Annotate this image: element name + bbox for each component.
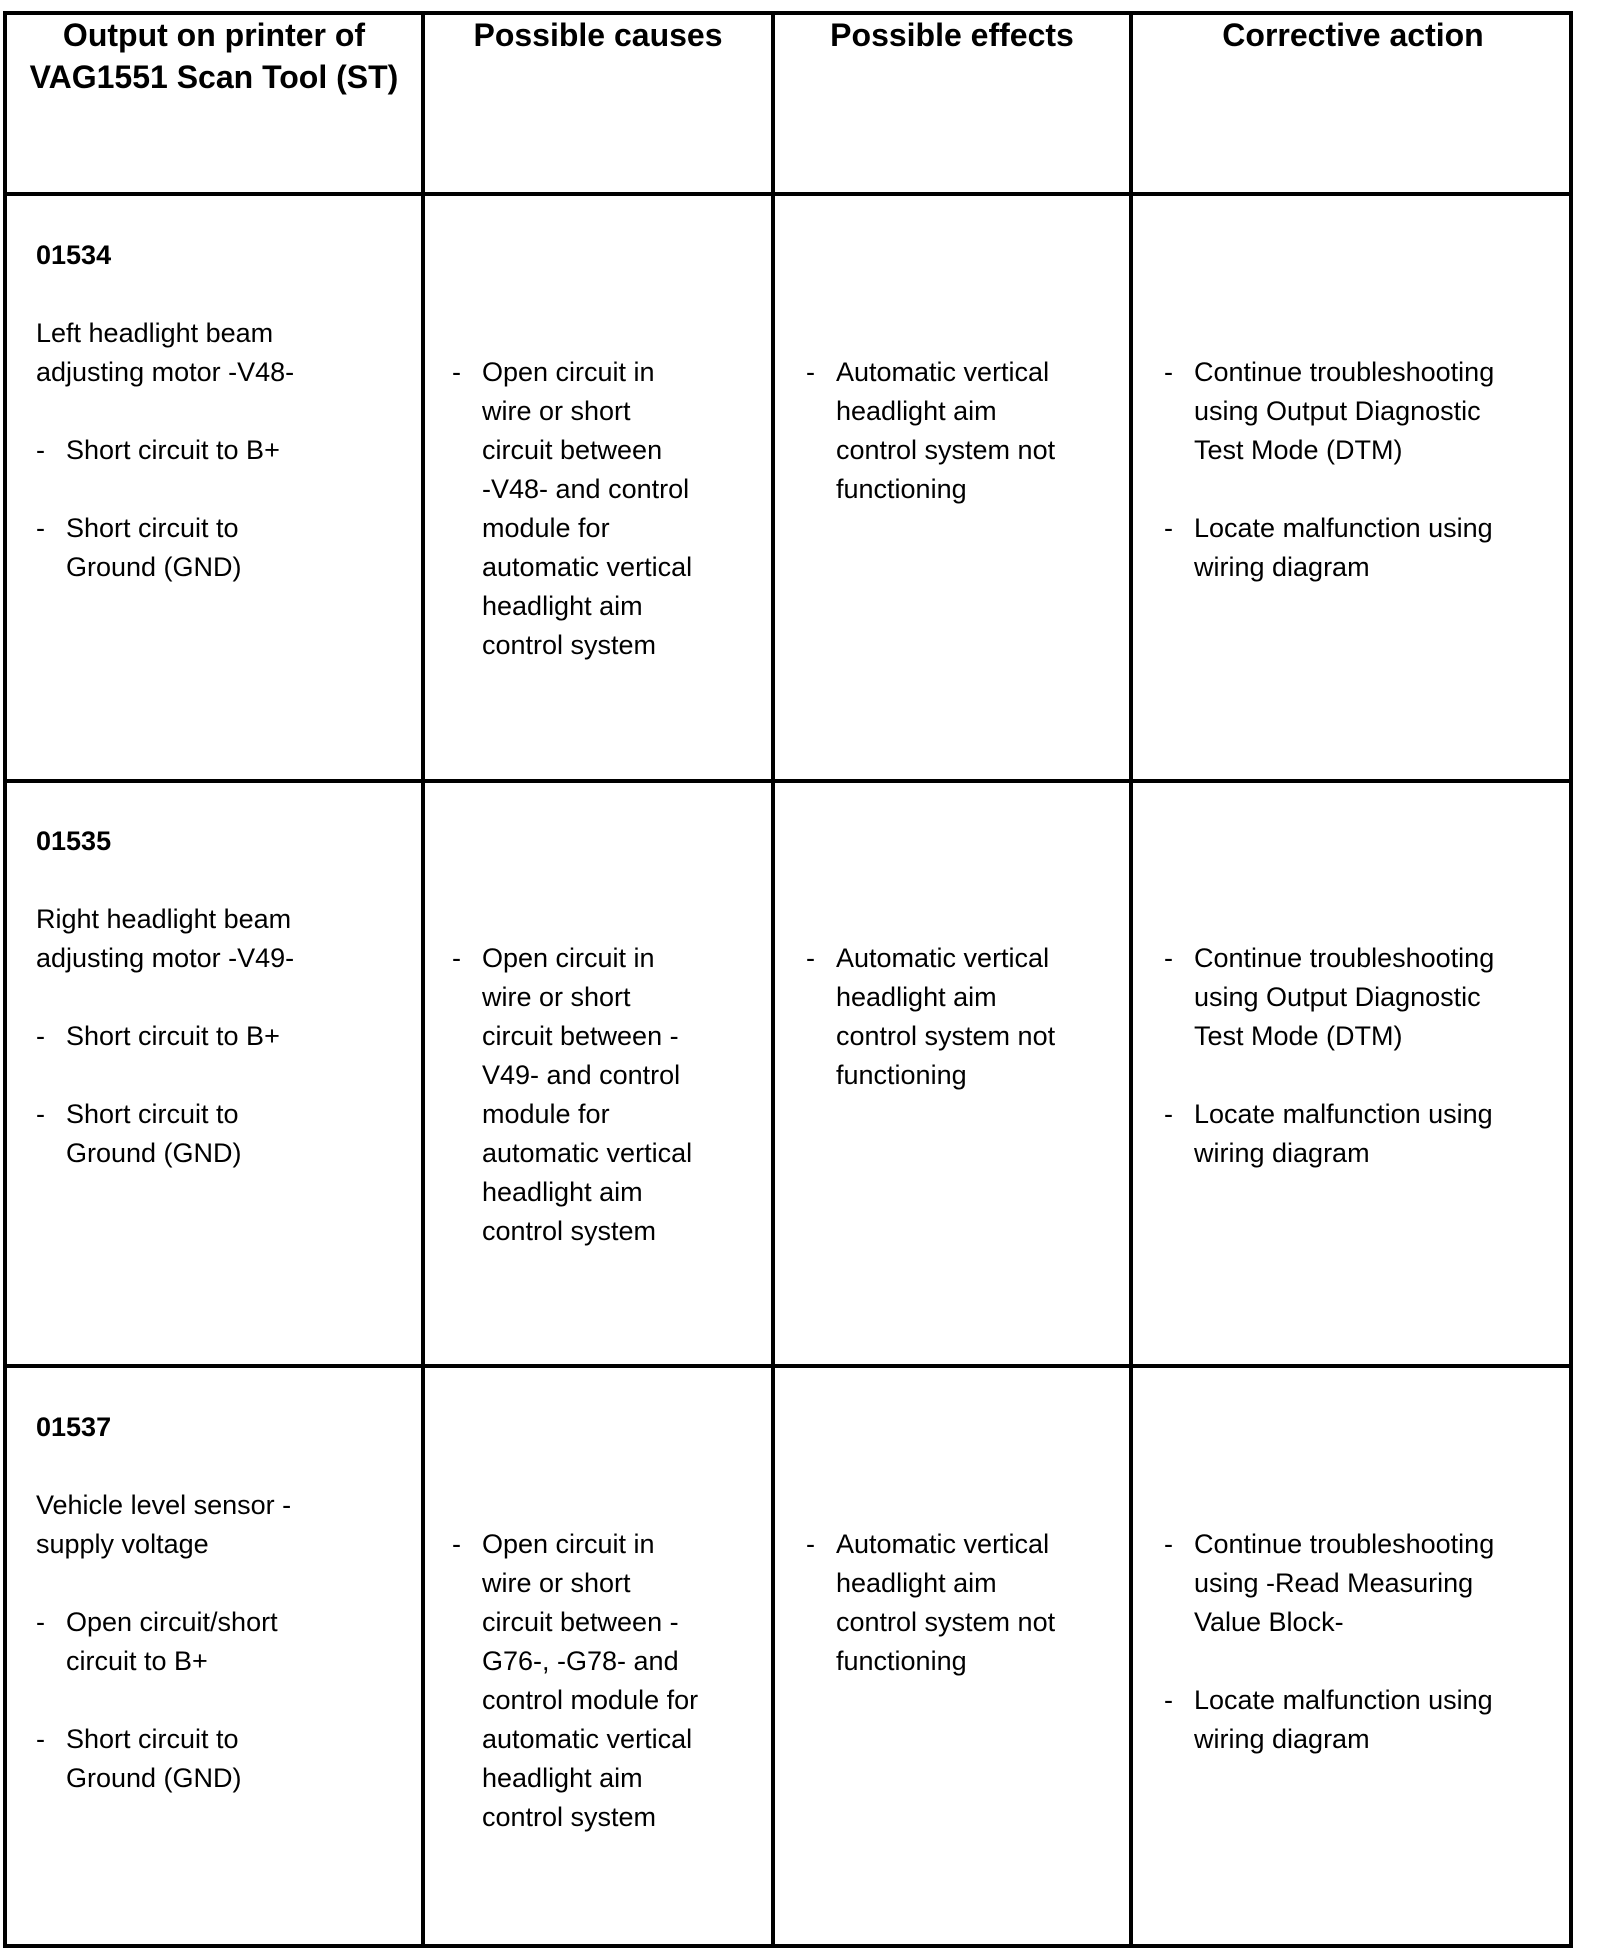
bullet-item <box>452 353 762 665</box>
spacer <box>36 1447 416 1486</box>
header-effects: Possible effects <box>830 17 1074 53</box>
dtc-output-cell <box>36 822 416 1173</box>
spacer <box>36 861 416 900</box>
bullet-item <box>1164 1525 1569 1642</box>
actions-text: Continue troubleshooting using -Read Measuring Value Block- <box>1194 1529 1495 1637</box>
row-divider <box>3 779 1573 783</box>
dtc-output-cell <box>36 1408 416 1798</box>
bullet-item <box>806 939 1126 1095</box>
bullet-item <box>36 431 416 470</box>
spacer <box>36 1681 416 1720</box>
bullet-item <box>1164 939 1569 1056</box>
header-output: Output on printer of VAG1551 Scan Tool (ST) <box>29 17 399 95</box>
bullet-dash: - <box>1164 943 1173 973</box>
bullet-dash: - <box>36 1724 45 1754</box>
causes-text: Open circuit in wire or short circuit between - G76-, -G78- and control module for automatic vertical headlight aim control system <box>482 1529 699 1832</box>
bullet-dash: - <box>36 1021 45 1051</box>
actions-cell <box>1164 939 1569 1173</box>
spacer <box>1164 1056 1569 1095</box>
faults-text: Short circuit to Ground (GND) <box>66 513 242 582</box>
bullet-dash: - <box>806 943 815 973</box>
actions-cell <box>1164 1525 1569 1759</box>
dtc-output-cell <box>36 236 416 587</box>
spacer <box>36 1056 416 1095</box>
actions-text: Locate malfunction using wiring diagram <box>1194 1099 1493 1168</box>
spacer <box>36 470 416 509</box>
row-divider <box>3 1364 1573 1368</box>
bullet-dash: - <box>1164 513 1173 543</box>
header-action: Corrective action <box>1222 17 1484 53</box>
bullet-dash: - <box>806 1529 815 1559</box>
actions-text: Locate malfunction using wiring diagram <box>1194 513 1493 582</box>
causes-cell <box>452 1525 762 1837</box>
bullet-dash: - <box>1164 1685 1173 1715</box>
effects-text: Automatic vertical headlight aim control system not functioning <box>836 357 1056 504</box>
faults-text: Short circuit to B+ <box>66 435 280 465</box>
spacer <box>36 1564 416 1603</box>
bullet-dash: - <box>36 1607 45 1637</box>
bullet-dash: - <box>1164 1099 1173 1129</box>
bullet-item <box>1164 1681 1569 1759</box>
effects-cell <box>806 939 1126 1095</box>
bullet-item <box>36 1603 416 1681</box>
faults-text: Short circuit to Ground (GND) <box>66 1099 242 1168</box>
dtc-description: Left headlight beam adjusting motor -V48- <box>36 318 295 387</box>
column-divider <box>771 11 775 1948</box>
actions-cell <box>1164 353 1569 587</box>
spacer <box>36 392 416 431</box>
spacer <box>36 978 416 1017</box>
header-causes: Possible causes <box>473 17 723 53</box>
bullet-item <box>36 509 416 587</box>
bullet-dash: - <box>1164 357 1173 387</box>
spacer <box>1164 1642 1569 1681</box>
bullet-item <box>36 1720 416 1798</box>
spacer <box>36 275 416 314</box>
actions-text: Continue troubleshooting using Output Diagnostic Test Mode (DTM) <box>1194 357 1495 465</box>
bullet-item <box>1164 353 1569 470</box>
bullet-item <box>1164 509 1569 587</box>
bullet-item <box>806 1525 1126 1681</box>
spacer <box>1164 470 1569 509</box>
faults-text: Short circuit to Ground (GND) <box>66 1724 242 1793</box>
bullet-dash: - <box>452 357 461 387</box>
bullet-dash: - <box>36 435 45 465</box>
bullet-dash: - <box>36 513 45 543</box>
bullet-item <box>452 939 762 1251</box>
actions-text: Locate malfunction using wiring diagram <box>1194 1685 1493 1754</box>
faults-text: Open circuit/short circuit to B+ <box>66 1607 278 1676</box>
dtc-description: Vehicle level sensor - supply voltage <box>36 1490 292 1559</box>
bullet-item <box>36 1017 416 1056</box>
bullet-dash: - <box>1164 1529 1173 1559</box>
bullet-dash: - <box>452 943 461 973</box>
dtc-code: 01537 <box>36 1412 112 1442</box>
column-divider <box>421 11 425 1948</box>
causes-text: Open circuit in wire or short circuit between -V48- and control module for automatic vertical headlight aim control system <box>482 357 693 660</box>
effects-cell <box>806 1525 1126 1681</box>
causes-text: Open circuit in wire or short circuit between - V49- and control module for automatic vertical headlight aim control system <box>482 943 693 1246</box>
bullet-item <box>1164 1095 1569 1173</box>
row-divider <box>3 192 1573 196</box>
effects-text: Automatic vertical headlight aim control system not functioning <box>836 1529 1056 1676</box>
effects-cell <box>806 353 1126 509</box>
effects-text: Automatic vertical headlight aim control system not functioning <box>836 943 1056 1090</box>
causes-cell <box>452 939 762 1251</box>
causes-cell <box>452 353 762 665</box>
faults-text: Short circuit to B+ <box>66 1021 280 1051</box>
bullet-dash: - <box>452 1529 461 1559</box>
bullet-item <box>452 1525 762 1837</box>
dtc-code: 01535 <box>36 826 112 856</box>
bullet-item <box>806 353 1126 509</box>
bullet-item <box>36 1095 416 1173</box>
column-divider <box>1129 11 1133 1948</box>
dtc-description: Right headlight beam adjusting motor -V49- <box>36 904 295 973</box>
actions-text: Continue troubleshooting using Output Diagnostic Test Mode (DTM) <box>1194 943 1495 1051</box>
dtc-code: 01534 <box>36 240 112 270</box>
bullet-dash: - <box>806 357 815 387</box>
bullet-dash: - <box>36 1099 45 1129</box>
